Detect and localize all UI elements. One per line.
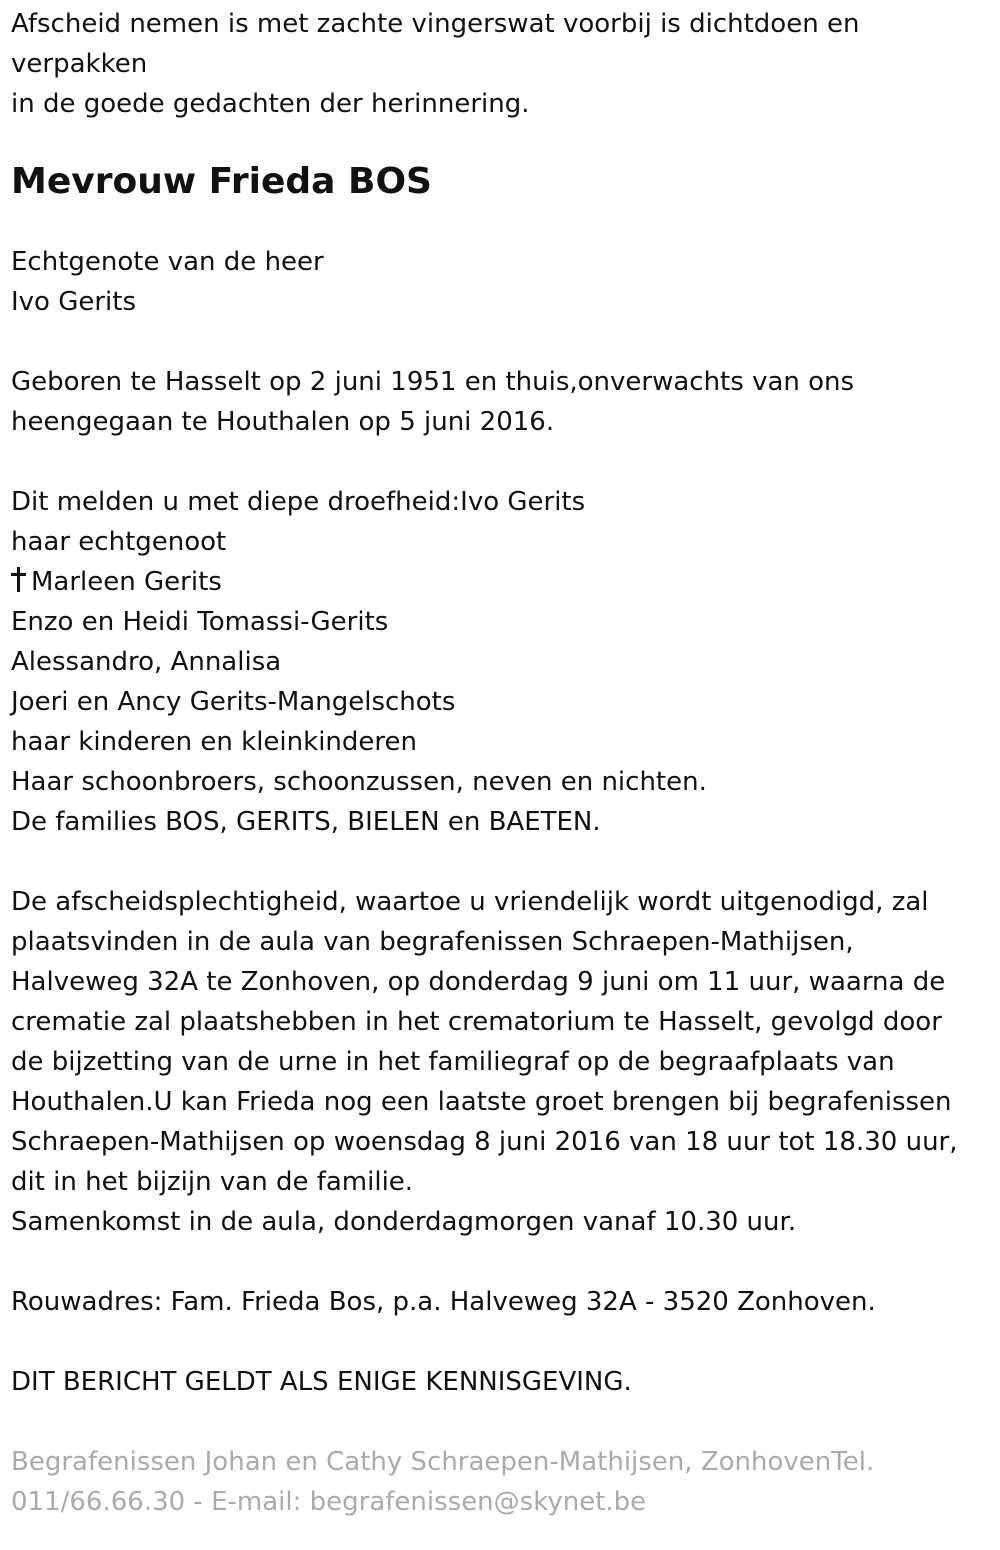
ceremony-line: plaatsvinden in de aula van begrafenissen Schraepen-Mathijsen, [11,927,854,957]
address-block [11,1282,984,1322]
ceremony-line: Schraepen-Mathijsen op woensdag 8 juni 2016 van 18 uur tot 18.30 uur, [11,1127,958,1157]
funeral-home-footer [11,1442,984,1522]
ceremony-line: De afscheidsplechtigheid, waartoe u vriendelijk wordt uitgenodigd, zal [11,887,929,917]
mourner-family: Enzo en Heidi Tomassi-Gerits [11,607,389,637]
mourners-in-laws: Haar schoonbroers, schoonzussen, neven en nichten. [11,767,707,797]
mourners-intro: Dit melden u met diepe droefheid:Ivo Gerits [11,487,586,517]
deceased-child-line [11,562,984,602]
poem [11,4,984,124]
mourner-family: Joeri en Ancy Gerits-Mangelschots [11,687,456,717]
mourners-families: De families BOS, GERITS, BIELEN en BAETEN. [11,807,601,837]
spouse-name: Ivo Gerits [11,287,137,317]
poem-line: in de goede gedachten der herinnering. [11,89,530,119]
ceremony-line: de bijzetting van de urne in het familiegraf op de begraafplaats van [11,1047,895,1077]
birth-line: Geboren te Hasselt op 2 juni 1951 en thuis,onverwachts van ons [11,367,855,397]
mourners-block [11,482,984,842]
spouse-line: Echtgenote van de heer [11,247,324,277]
death-line: heengegaan te Houthalen op 5 juni 2016. [11,407,555,437]
mourning-address: Rouwadres: Fam. Frieda Bos, p.a. Halveweg 32A - 3520 Zonhoven. [11,1287,876,1317]
footer-line: Begrafenissen Johan en Cathy Schraepen-Mathijsen, ZonhovenTel. [11,1447,875,1477]
ceremony-line: Halveweg 32A te Zonhoven, op donderdag 9 juni om 11 uur, waarna de [11,967,946,997]
cross-icon [11,567,27,593]
deceased-child-name: Marleen Gerits [31,567,222,597]
footer-line: 011/66.66.30 - E-mail: begrafenissen@skynet.be [11,1487,647,1517]
ceremony-line: Houthalen.U kan Frieda nog een laatste groet brengen bij begrafenissen [11,1087,952,1117]
poem-line: Afscheid nemen is met zachte vingerswat voorbij is dichtdoen en [11,9,860,39]
mourner-grandchildren: Alessandro, Annalisa [11,647,282,677]
birth-death-block [11,362,984,442]
deceased-name: Mevrouw Frieda BOS [11,161,432,202]
mourners-role: haar echtgenoot [11,527,227,557]
poem-line: verpakken [11,49,148,79]
mourners-role: haar kinderen en kleinkinderen [11,727,417,757]
notice-block [11,1362,984,1402]
ceremony-line: crematie zal plaatshebben in het crematorium te Hasselt, gevolgd door [11,1007,942,1037]
spouse-block [11,242,984,322]
ceremony-block [11,882,984,1242]
ceremony-line: dit in het bijzijn van de familie. [11,1167,414,1197]
ceremony-line: Samenkomst in de aula, donderdagmorgen vanaf 10.30 uur. [11,1207,797,1237]
notice-text: DIT BERICHT GELDT ALS ENIGE KENNISGEVING. [11,1367,632,1397]
